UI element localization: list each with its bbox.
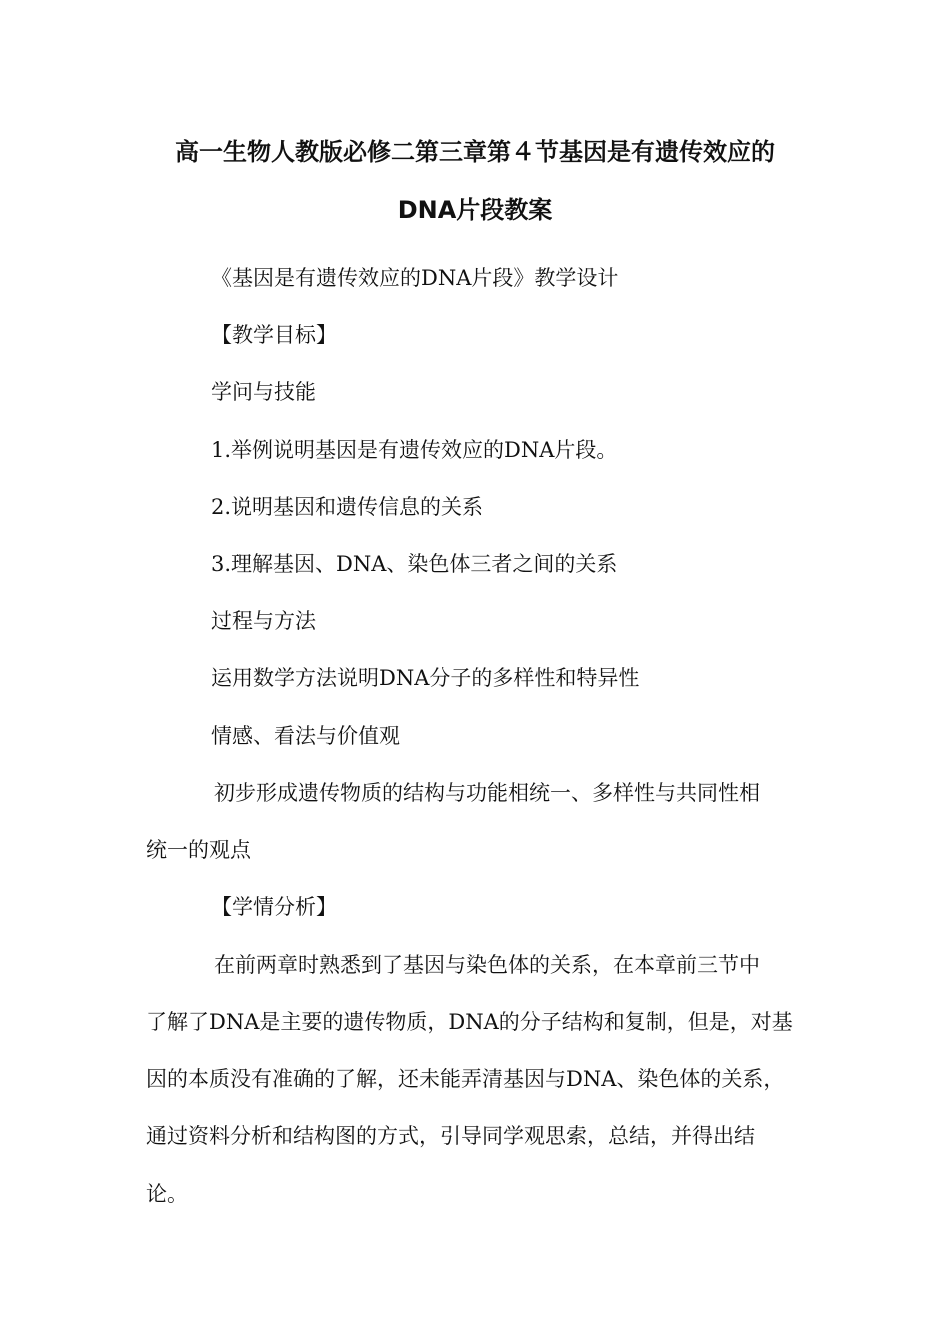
objective-item-1: 1.举例说明基因是有遗传效应的DNA片段。 xyxy=(211,438,618,462)
emotion-values-text-line-2: 统一的观点 xyxy=(146,838,251,862)
document-title-line-1: 高一生物人教版必修二第三章第４节基因是有遗传效应的 xyxy=(175,138,775,166)
process-methods-text: 运用数学方法说明DNA分子的多样性和特异性 xyxy=(211,666,640,690)
emotion-values-text-line-1: 初步形成遗传物质的结构与功能相统一、多样性与共同性相 xyxy=(214,781,760,805)
analysis-text-line-3: 因的本质没有准确的了解，还未能弄清基因与DNA、染色体的关系， xyxy=(146,1067,785,1091)
subheading-emotion-values: 情感、看法与价值观 xyxy=(211,724,400,748)
subheading-knowledge-skills: 学问与技能 xyxy=(211,380,316,404)
section-heading-analysis: 【学情分析】 xyxy=(211,895,337,919)
objective-item-3: 3.理解基因、DNA、染色体三者之间的关系 xyxy=(211,552,618,576)
section-heading-objectives: 【教学目标】 xyxy=(211,323,337,347)
analysis-text-line-1: 在前两章时熟悉到了基因与染色体的关系，在本章前三节中 xyxy=(214,953,760,977)
analysis-text-line-2: 了解了DNA是主要的遗传物质，DNA的分子结构和复制，但是，对基 xyxy=(146,1010,793,1034)
objective-item-2: 2.说明基因和遗传信息的关系 xyxy=(211,495,484,519)
analysis-text-line-4: 通过资料分析和结构图的方式，引导同学观思索，总结，并得出结 xyxy=(146,1124,755,1148)
analysis-text-line-5: 论。 xyxy=(146,1182,188,1206)
subheading-process-methods: 过程与方法 xyxy=(211,609,316,633)
lesson-subtitle: 《基因是有遗传效应的DNA片段》教学设计 xyxy=(211,266,619,290)
document-title-line-2: DNA片段教案 xyxy=(397,196,553,224)
